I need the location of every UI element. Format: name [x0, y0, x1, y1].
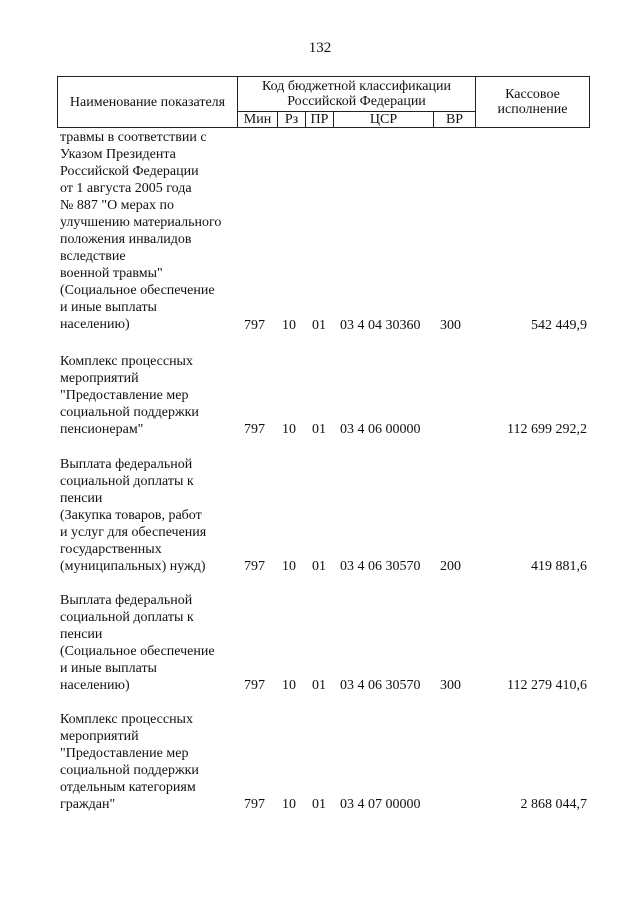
row-rz: 10	[282, 678, 296, 693]
header-code-group-label: Код бюджетной классификации Российской Федерации	[262, 79, 451, 109]
row-vr: 300	[440, 318, 461, 333]
row-csr: 03 4 06 30570	[340, 678, 421, 693]
page-number: 132	[308, 40, 332, 56]
row-min: 797	[244, 678, 265, 693]
row-min: 797	[244, 318, 265, 333]
row-rz: 10	[282, 318, 296, 333]
header-pr-label: ПР	[310, 112, 329, 127]
row-amount: 112 279 410,6	[507, 678, 587, 693]
header-min-label: Мин	[243, 112, 272, 127]
row-vr: 300	[440, 678, 461, 693]
row-name: травмы в соответствии с Указом Президента Российской Федерации от 1 августа 2005 года № 887 "О мерах по улучшению материального положения инвалидов вследствие военной травмы" (Социальное обеспечение и иные выплаты населению)	[60, 130, 222, 332]
row-name: Комплекс процессных мероприятий "Предоставление мер социальной поддержки пенсионерам"	[60, 354, 199, 437]
header-rz-label: Рз	[284, 112, 299, 127]
row-amount: 112 699 292,2	[507, 422, 587, 437]
row-csr: 03 4 06 00000	[340, 422, 421, 437]
header-name-label: Наименование показателя	[69, 94, 226, 110]
row-pr: 01	[312, 678, 326, 693]
row-pr: 01	[312, 559, 326, 574]
row-rz: 10	[282, 559, 296, 574]
row-rz: 10	[282, 422, 296, 437]
header-amount-label: Кассовое исполнение	[497, 87, 568, 117]
row-rz: 10	[282, 797, 296, 812]
row-min: 797	[244, 797, 265, 812]
row-csr: 03 4 06 30570	[340, 559, 421, 574]
row-pr: 01	[312, 422, 326, 437]
row-pr: 01	[312, 797, 326, 812]
row-amount: 2 868 044,7	[520, 797, 587, 812]
row-csr: 03 4 07 00000	[340, 797, 421, 812]
header-csr-label: ЦСР	[369, 112, 398, 127]
row-name: Комплекс процессных мероприятий "Предоставление мер социальной поддержки отдельным категориям граждан"	[60, 712, 199, 812]
row-pr: 01	[312, 318, 326, 333]
row-min: 797	[244, 559, 265, 574]
row-amount: 542 449,9	[531, 318, 587, 333]
header-vr-label: ВР	[445, 112, 464, 127]
row-amount: 419 881,6	[531, 559, 587, 574]
row-name: Выплата федеральной социальной доплаты к пенсии (Социальное обеспечение и иные выплаты населению)	[60, 593, 215, 693]
row-name: Выплата федеральной социальной доплаты к пенсии (Закупка товаров, работ и услуг для обеспечения государственных (муниципальных) нужд)	[60, 457, 207, 574]
row-min: 797	[244, 422, 265, 437]
row-vr: 200	[440, 559, 461, 574]
row-csr: 03 4 04 30360	[340, 318, 421, 333]
